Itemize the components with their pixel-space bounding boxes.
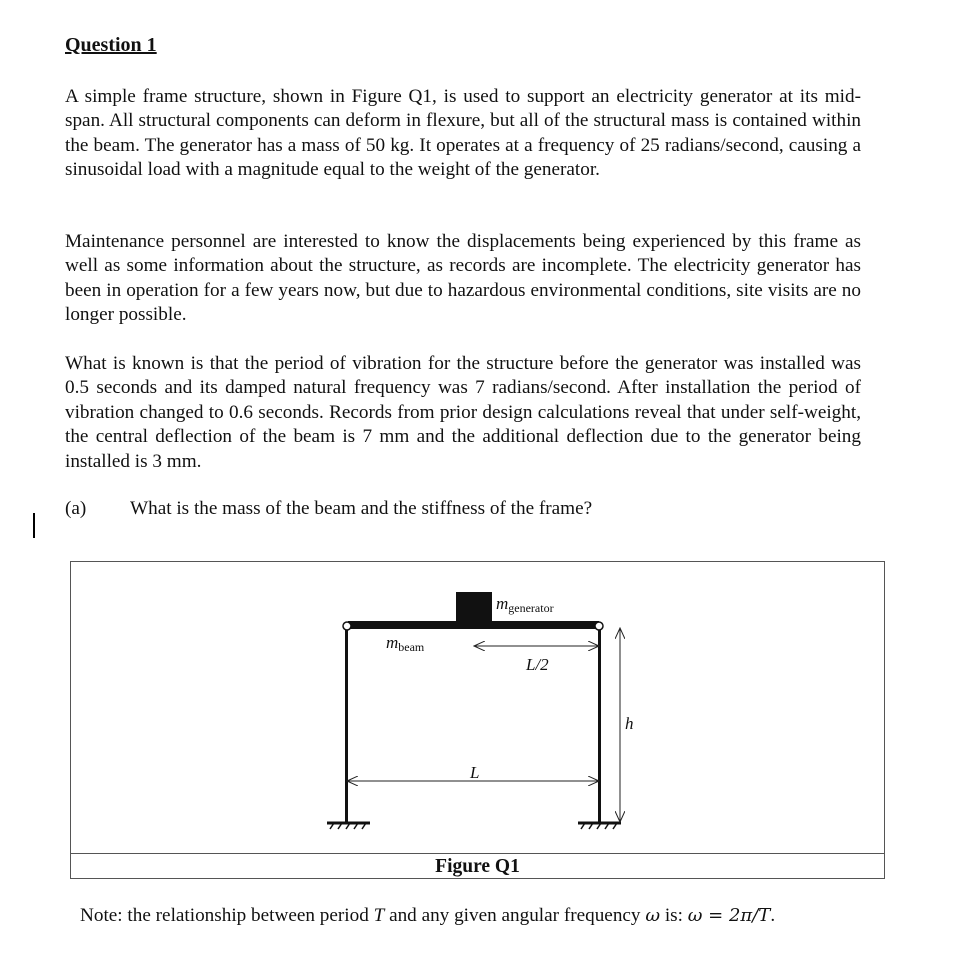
paragraph-known-data: What is known is that the period of vibration for the structure before the generator was installed was 0.5 seconds and its damped natural frequency was 7 radians/second. After installation the period of vibration changed to 0.6 seconds. Records from prior design calculations reveal that under self-weight, the central deflection of the beam is 7 mm and the additional deflection due to the generator being installed is 3 mm. xyxy=(65,353,861,472)
question-heading: Question 1 xyxy=(65,34,157,56)
note-period-symbol: T xyxy=(373,905,385,926)
part-a-label: (a) xyxy=(65,498,87,519)
note-line xyxy=(80,905,775,927)
right-fixed-support xyxy=(578,823,621,829)
paragraph-intro: A simple frame structure, shown in Figure Q1, is used to support an electricity generator at its mid-span. All structural components can deform in flexure, but all of the structural mass is contained within the beam. The generator has a mass of 50 kg. It operates at a frequency of 25 radians/second, causing a sinusoidal load with a magnitude equal to the weight of the generator. xyxy=(65,86,861,181)
generator-block xyxy=(456,592,492,622)
note-suffix: . xyxy=(770,905,776,926)
note-is: is: xyxy=(660,905,688,926)
note-formula: ω = 2π/T xyxy=(687,905,771,926)
generator-mass-label: mgenerator xyxy=(496,594,554,615)
height-label: h xyxy=(625,714,634,733)
note-middle: and any given angular frequency xyxy=(384,905,646,926)
beam-mass-label: mbeam xyxy=(386,633,425,654)
half-span-label: L/2 xyxy=(526,655,549,674)
note-prefix: Note: the relationship between period xyxy=(80,905,374,926)
left-fixed-support xyxy=(327,823,370,829)
span-label: L xyxy=(470,763,480,782)
paragraph-maintenance: Maintenance personnel are interested to know the displacements being experienced by this frame as well as some information about the structure, as records are incomplete. The electricity generator has been in operation for a few years now, but due to hazardous environmental conditions, site visits are no longer possible. xyxy=(65,231,861,326)
left-column xyxy=(345,628,348,822)
figure-caption: Figure Q1 xyxy=(435,856,520,877)
left-joint xyxy=(343,622,351,630)
right-joint xyxy=(595,622,603,630)
right-column xyxy=(598,628,601,822)
note-omega-symbol: ω xyxy=(645,905,661,926)
beam xyxy=(348,621,599,629)
part-a-question: What is the mass of the beam and the stiffness of the frame? xyxy=(130,498,593,519)
